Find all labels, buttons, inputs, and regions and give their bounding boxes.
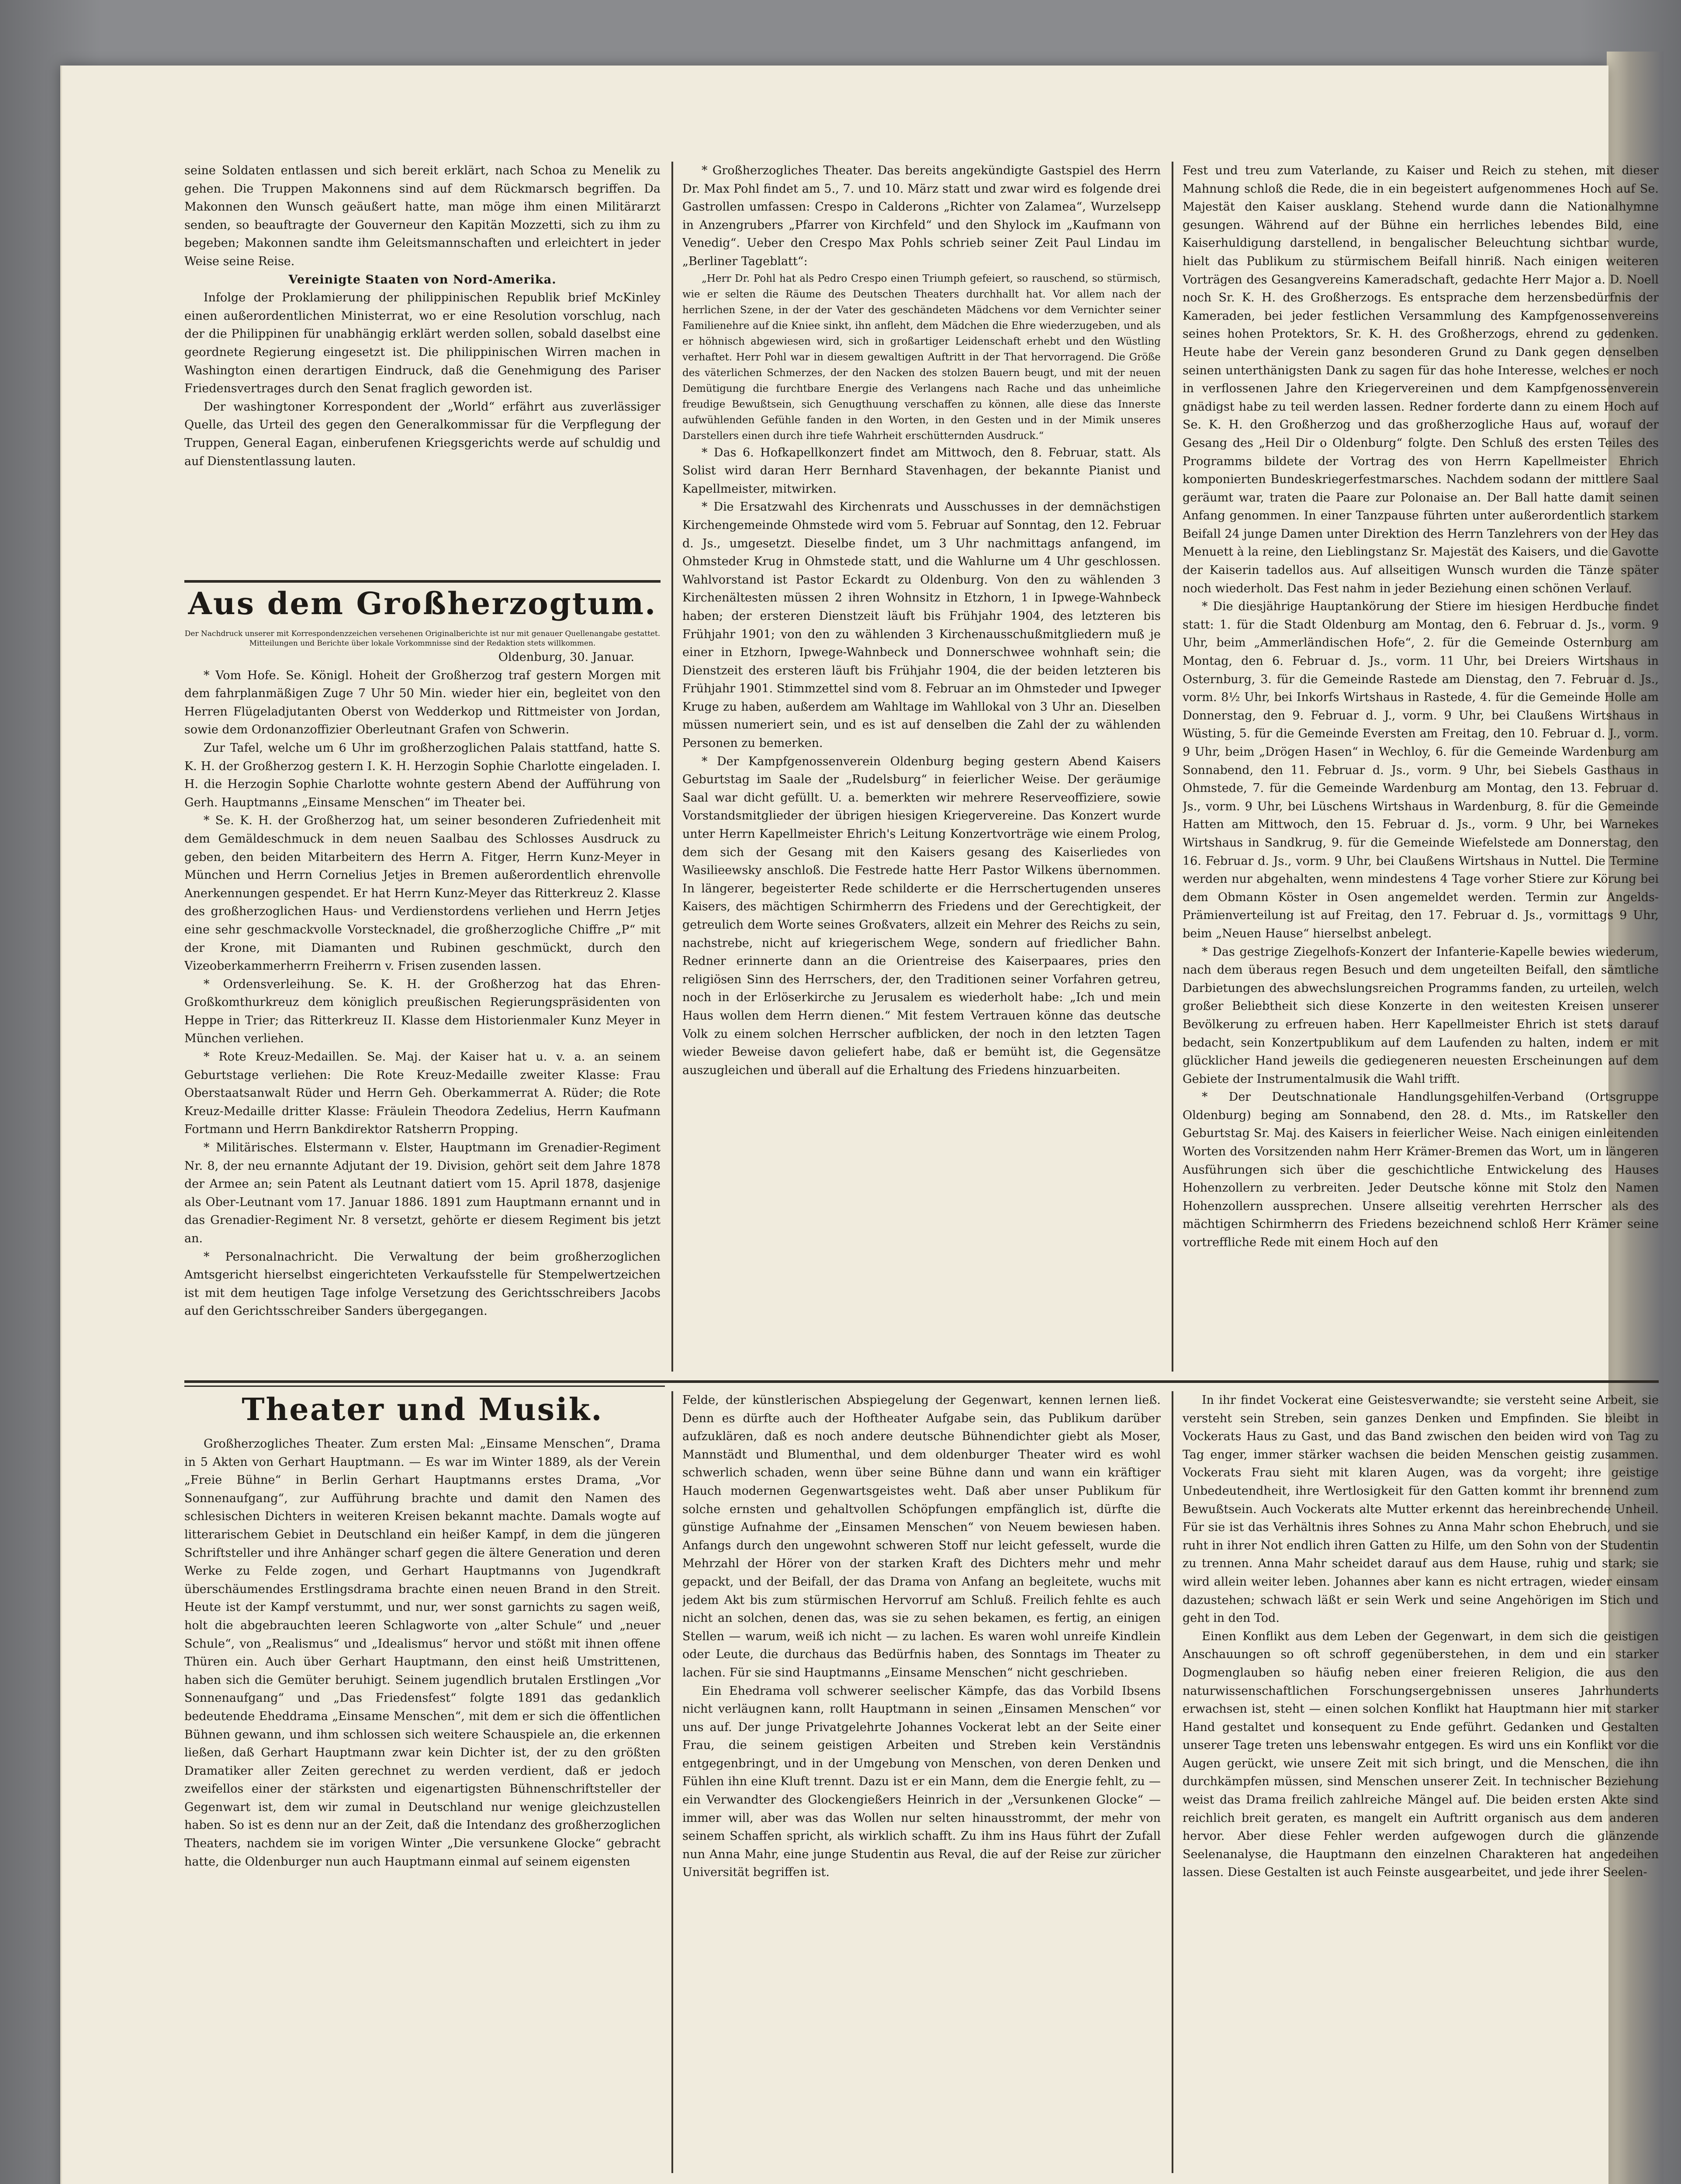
news-kampfgenossen: * Der Kampfgenossenverein Oldenburg beging gestern Abend Kaisers Geburtstag im Saale der „Rudelsburg“ in feierlicher Weise. Der geräumige Saal war dicht gefüllt. U. a. bemerkten wir mehrere Reserveoffiziere, sowie Vorstandsmitglieder der übrigen hiesigen Kriegervereine. Das Konzert wurde unter Herrn Kapellmeister Ehrich's Leitung Konzertvorträge wie einem Prolog, dem sich der Gesang mit den Kaisers gesang des Kaiserliedes von Wasilieewsky anschloß. Die Festrede hatte Herr Pastor Wilkens übernommen. In längerer, begeisterter Rede schilderte er die Herrschertugenden unseres Kaisers, des mächtigen Schirmherrn des Friedens und der Gerechtigkeit, der getreulich dem Worte seines Großvaters, allzeit ein Mehrer des Reichs zu sein, nachstrebe, nicht auf kriegerischem Wege, sondern auf friedlicher Bahn. Redner erinnerte dann an die Orientreise des Kaiserpaares, pries den religiösen Sinn des Herrschers, der, den Traditionen seiner Vorfahren getreu, noch in der Erlöserkirche zu Jerusalem es wiederholt habe: „Ich und mein Haus wollen dem Herrn dienen.“ Mit festem Vertrauen könne das deutsche Volk zu einem solchen Herrscher aufblicken, der noch in den letzten Tagen wieder Beweise davon geliefert habe, daß er bemüht ist, die Gegensätze auszugleichen und überall auf die Erhaltung des Friedens hinzuarbeiten. (682, 754, 1161, 1077)
usa-paragraph-1: Infolge der Proklamierung der philippinischen Republik brief McKinley einen außerordentlichen Ministerrat, wo er eine Resolution vorschlug, nach der die Philippinen für unabhängig erklärt werden sollen, sobald daselbst eine geordnete Regierung eingesetzt ist. Die philippinischen Wirren machen in Washington einen derartigen Eindruck, daß die Genehmigung des Pariser Friedensvertrages durch den Senat fraglich geworden ist. (184, 291, 661, 396)
theater-column-3 (1183, 1391, 1659, 2173)
section-rule (184, 580, 661, 583)
feuilleton-divider-2 (1172, 1391, 1173, 2173)
theater-review-part-2b: Ein Ehedrama voll schwerer seelischer Kämpfe, das das Vorbild Ibsens nicht verläugnen kann, rollt Hauptmann in seinen „Einsamen Menschen“ vor uns auf. Der junge Privatgelehrte Johannes Vockerat lebt an der Seite einer Frau, die seinem geistigen Arbeiten und Streben kein Verständnis entgegenbringt, und in der Umgebung von Menschen, von deren Denken und Fühlen ihn eine Kluft trennt. Dazu ist er ein Mann, dem die Energie fehlt, zu — ein Verwandter des Glockengießers Heinrich in der „Versunkenen Glocke“ — immer will, aber was das Wollen nur selten hinausstrommt, der mehr von seinem Schaffen spricht, als wirklich schafft. Zu ihm ins Haus führt der Zufall nun Anna Mahr, eine junge Studentin aus Reval, die auf der Reise zur züricher Universität begriffen ist. (682, 1684, 1161, 1880)
theater-column-1 (184, 1435, 661, 2173)
usa-paragraph-2: Der washingtoner Korrespondent der „World“ erfährt aus zuverlässiger Quelle, das Urteil des gegen den Generalkommissar für die Verpflegung der Truppen, General Eagan, einberufenen Kriegsgerichts werde auf schuldig und auf Dienstentlassung lauten. (184, 400, 661, 468)
theater-column-2 (682, 1391, 1161, 2173)
news-ersatzwahl: * Die Ersatzwahl des Kirchenrats und Ausschusses in der demnächstigen Kirchengemeinde Ohmstede wird vom 5. Februar auf Sonntag, den 12. Februar d. Js., umgesetzt. Dieselbe findet, um 3 Uhr nachmittags anfangend, im Ohmsteder Krug in Ohmstede statt, und die Wahlurne um 4 Uhr geschlossen. Wahlvorstand ist Pastor Eckardt zu Oldenburg. Von den zu wählenden 3 Kirchenältesten müssen 2 ihren Wohnsitz in Etzhorn, 1 in Ipwege-Wahnbeck haben; der ersteren Dienstzeit läuft bis Frühjahr 1904, des letzteren bis Frühjahr 1901; von den zu wählenden 3 Kirchenausschußmitgliedern muß je einer in Etzhorn, Ipwege-Wahnbeck und Donnerschwee wohnhaft sein; die Dienstzeit des ersteren läuft bis Frühjahr 1904, die der beiden letzteren bis Frühjahr 1901. Stimmzettel sind vom 8. Februar an im Ohmsteder und Ipweger Kruge zu haben, außerdem am Wahltage im Wahllokal von 3 Uhr an. Dieselben müssen numeriert sein, und es ist auf denselben die Zahl der zu wählenden Personen zu bemerken. (682, 500, 1161, 750)
news-personal: * Personalnachricht. Die Verwaltung der beim großherzoglichen Amtsgericht hierselbst eingerichteten Verkaufsstelle für Stempelwertzeichen ist mit dem heutigen Tage infolge Versetzung des Gerichtsschreibers Jacobs auf den Gerichtsschreiber Sanders übergegangen. (184, 1250, 661, 1318)
news-handlungsgehilfen: * Der Deutschnationale Handlungsgehilfen-Verband (Ortsgruppe Oldenburg) beging am Sonnabend, den 28. d. Mts., im Ratskeller den Geburtstag Sr. Maj. des Kaisers in feierlicher Weise. Nach einigen einleitenden Worten des Vorsitzenden nahm Herr Krämer-Bremen das Wort, um in längeren Ausführungen sich über die geschichtliche Entwickelung des Hauses Hohenzollern zu verbreiten. Jeder Deutsche könne mit Stolz den Namen Hohenzollern aussprechen. Unsere allseitig verehrten Herrscher als des mächtigen Schirmherrn des Friedens bezeichnend schloß Herr Krämer seine vortreffliche Rede mit einem Hoch auf den (1183, 1090, 1659, 1250)
news-tafel: Zur Tafel, welche um 6 Uhr im großherzoglichen Palais stattfand, hatte S. K. H. der Großherzog gestern I. K. H. Herzogin Sophie Charlotte eingeladen. I. H. die Herzogin Sophie Charlotte wohnte gestern Abend der Aufführung von Gerh. Hauptmanns „Einsame Menschen“ im Theater bei. (184, 741, 661, 809)
section-title-theater: Theater und Musik. (242, 1391, 603, 1427)
news-militaer: * Militärisches. Elstermann v. Elster, Hauptmann im Grenadier-Regiment Nr. 8, der neu ernannte Adjutant der 19. Division, gehört seit dem Jahre 1878 der Armee an; sein Patent als Leutnant datiert vom 15. April 1878, dasjenige als Ober-Leutnant vom 17. Januar 1886. 1891 zum Hauptmann ernannt und in das Grenadier-Regiment Nr. 8 versetzt, gehörte er diesem Regiment bis jetzt an. (184, 1141, 661, 1245)
news-stierkoerung: * Die diesjährige Hauptankörung der Stiere im hiesigen Herdbuche findet statt: 1. für die Stadt Oldenburg am Montag, den 6. Februar d. Js., vorm. 9 Uhr, beim „Ammerländischen Hofe“, 2. für die Gemeinde Osternburg am Montag, den 6. Februar d. Js., vorm. 11 Uhr, bei Dreiers Wirtshaus in Osternburg, 3. für die Gemeinde Rastede am Dienstag, den 7. Februar d. Js., vorm. 8½ Uhr, bei Inkorfs Wirtshaus in Rastede, 4. für die Gemeinde Holle am Donnerstag, den 9. Februar d. J., vorm. 9 Uhr, bei Claußens Wirtshaus in Wüsting, 5. für die Gemeinde Eversten am Freitag, den 10. Februar d. J., vorm. 9 Uhr, beim „Drögen Hasen“ in Wechloy, 6. für die Gemeinde Wardenburg am Sonnabend, den 11. Februar d. Js., vorm. 9 Uhr, bei Siebels Gasthaus in Ohmstede, 7. für die Gemeinde Wardenburg am Montag, den 13. Februar d. Js., vorm. 9 Uhr, bei Lüschens Wirtshaus in Wardenburg, 8. für die Gemeinde Hatten am Mittwoch, den 15. Februar d. Js., vorm. 9 Uhr, bei Warnekes Wirtshaus in Sandkrug, 9. für die Gemeinde Wiefelstede am Donnerstag, den 16. Februar d. Js., vorm. 9 Uhr, bei Claußens Wirtshaus in Nuttel. Die Termine werden nur abgehalten, wenn mindestens 4 Tage vorher Stiere zur Körung bei dem Obmann Köster in Osen angemeldet werden. Termin zur Angelds-Prämienverteilung ist auf Freitag, den 17. Februar d. Js., vormittags 9 Uhr, beim „Neuen Hause“ hierselbst anbelegt. (1183, 600, 1659, 940)
column-divider-1 (671, 162, 673, 1372)
news-ziegelhof-konzert: * Das gestrige Ziegelhofs-Konzert der Infanterie-Kapelle bewies wiederum, nach dem überaus regen Besuch und dem ungeteilten Beifall, den sämtliche Darbietungen des abwechslungsreichen Programms fanden, zu urteilen, welch großer Beliebtheit sich diese Konzerte in den weitesten Kreisen unserer Bevölkerung zu erfreuen haben. Herr Kapellmeister Ehrich ist stets darauf bedacht, sein Konzertpublikum auf dem Laufenden zu halten, indem er mit glücklicher Hand jeweils die gediegeneren neuesten Erscheinungen auf dem Gebiete der Instrumentalmusik die Wahl trifft. (1183, 945, 1659, 1086)
theater-review-part-1: Großherzogliches Theater. Zum ersten Mal: „Einsame Menschen“, Drama in 5 Akten von Gerhart Hauptmann. — Es war im Winter 1889, als der Verein „Freie Bühne“ in Berlin Gerhart Hauptmanns erstes Drama, „Vor Sonnenaufgang“, zur Aufführung brachte und damit den Namen des schlesischen Dichters in weiteren Kreisen bekannt machte. Damals wogte auf litterarischem Gebiet in Deutschland ein heißer Kampf, in dem die jüngeren Schriftsteller und ihre Anhänger scharf gegen die ältere Generation und deren Werke zu Felde zogen, und Gerhart Hauptmanns von Jugendkraft überschäumendes Erstlingsdrama brachte einen neuen Brand in den Streit. Heute ist der Kampf verstummt, und nur, wer sonst garnichts zu sagen weiß, holt die abgebrauchten leeren Schlagworte von „alter Schule“ und „neuer Schule“, von „Realismus“ und „Idealismus“ hervor und stößt mit ihnen offene Thüren ein. Auch über Gerhart Hauptmann, den einst heiß Umstrittenen, haben sich die Gemüter beruhigt. Seinem jugendlich brutalen Erstlingen „Vor Sonnenaufgang“ und „Das Friedensfest“ folgte 1891 das gedanklich bedeutende Eheddrama „Einsame Menschen“, mit dem er sich die öffentlichen Bühnen gewann, und ihm schlossen sich weitere Schauspiele an, die erkennen ließen, daß Gerhart Hauptmann zwar kein Dichter ist, der zu den größten Dramatiker aller Zeiten gerechnet zu werden verdient, daß er jedoch zweifellos einer der stärksten und eigenartigsten Bühnenschriftsteller der Gegenwart ist, dem wir zumal in Deutschland nur wenige gleichzustellen haben. So ist es denn nur an der Zeit, daß die Intendanz des großherzoglichen Theaters, nachdem sie im vorigen Winter „Die versunkene Glocke“ gebracht hatte, die Oldenburger nun auch Hauptmann einmal auf seinem eigensten (184, 1437, 661, 1869)
column-divider-2 (1172, 162, 1173, 1372)
article-intro: seine Soldaten entlassen und sich bereit erklärt, nach Schoa zu Menelik zu gehen. Die Truppen Makonnens sind auf dem Rückmarsch begriffen. Da Makonnen den Wunsch geäußert hatte, man möge ihm einen Militärarzt senden, so beauftragte der Gouverneur den Kapitän Mozzetti, sich zu ihm zu begeben; Makonnen sandte ihm Geleitsmannschaften und erleichtert in jeder Weise seine Reise. (184, 164, 661, 268)
feuilleton-divider-1 (671, 1391, 673, 2173)
feuilleton-rule (184, 1380, 1659, 1383)
feuilleton-rule-thin (184, 1386, 665, 1387)
theater-review-part-3b: Einen Konflikt aus dem Leben der Gegenwart, in dem sich die geistigen Anschauungen so oft schroff gegenüberstehen, in dem und ein starker Dogmenglauben so häufig neben einer freieren Religion, die aus den naturwissenschaftlichen Forschungsergebnissen unseres Jahrhunderts erwachsen ist, steht — einen solchen Konflikt hat Hauptmann hier mit starker Hand gestaltet und konsequent zu Ende geführt. Gedanken und Gestalten unserer Tage treten uns lebenswahr entgegen. Es wird uns ein Konflikt vor die Augen gerückt, wie unsere Zeit mit sich bringt, und die Menschen, die ihn durchkämpfen müssen, sind Menschen unserer Zeit. In technischer Beziehung weist das Drama freilich zahlreiche Mängel auf. Die beiden ersten Akte sind reichlich breit geraten, es mangelt ein Auftritt organisch aus dem anderen hervor. Aber diese Fehler werden aufgewogen durch die glänzende Seelenanalyse, die Hauptmann den einzelnen Charakteren hat angedeihen lassen. Diese Gestalten ist auch Feinste ausgearbeitet, und jede ihrer Seelen- (1183, 1629, 1659, 1880)
column-3 (1183, 162, 1659, 1367)
theater-review-part-3: In ihr findet Vockerat eine Geistesverwandte; sie versteht seine Arbeit, sie versteht sein Streben, sein ganzes Denken und Empfinden. Sie bleibt in Vockerats Haus zu Gast, und das Band zwischen den beiden wird von Tag zu Tag enger, immer stärker wachsen die beiden Menschen geistig zusammen. Vockerats Frau sieht mit klaren Augen, was da vorgeht; ihre geistige Unbedeutendheit, ihre Wertlosigkeit für den Gatten kommt ihr brennend zum Bewußtsein. Auch Vockerats alte Mutter erkennt das hereinbrechende Unheil. Für sie ist das Verhältnis ihres Sohnes zu Anna Mahr schon Ehebruch, und sie ruht in ihrer Not endlich ihren Gatten zu Hilfe, um den Sohn von der Studentin zu trennen. Anna Mahr scheidet darauf aus dem Hause, ruhig und stark; sie wird allein weiter leben. Johannes aber kann es nicht ertragen, wieder einsam dazustehen; schwach läßt er sein Werk und seine Angehörigen im Stich und geht in den Tod. (1183, 1393, 1659, 1625)
usa-heading: Vereinigte Staaten von Nord-Amerika. (288, 273, 557, 287)
news-hofe: * Vom Hofe. Se. Königl. Hoheit der Großherzog traf gestern Morgen mit dem fahrplanmäßigen Zuge 7 Uhr 50 Min. wieder hier ein, begleitet von den Herren Flügeladjutanten Oberst von Wedderkop und Rittmeister von Jordan, sowie dem Ordonanzoffizier Oberleutnant Grafen von Schwerin. (184, 668, 661, 737)
theater-review-part-2: Felde, der künstlerischen Abspiegelung der Gegenwart, kennen lernen ließ. Denn es dürfte auch der Hoftheater Aufgabe sein, das Publikum darüber aufzuklären, daß es noch andere deutsche Bühnendichter giebt als Moser, Mannstädt und Blumenthal, und dem oldenburger Theater wird es wohl schwerlich schaden, wenn über seine Bühne dann und wann ein kräftiger Hauch modernen Gegenwartsgeistes weht. Daß aber unser Publikum für solche ernsten und gehaltvollen Schöpfungen empfänglich ist, dürfte die günstige Aufnahme der „Einsamen Menschen“ von Neuem bewiesen haben. Anfangs durch den ungewohnt schweren Stoff nur leicht gefesselt, wurde die Mehrzahl der Hörer von der starken Kraft des Dichters mehr und mehr gepackt, und der Beifall, der das Drama von Anfang an begleitete, wuchs mit jedem Akt bis zum stürmischen Hervorruf am Schluß. Freilich fehlte es auch nicht an solchen, denen das, was sie zu sehen bekamen, es fertig, an einigen Stellen — warum, weiß ich nicht — zu lachen. Es waren wohl unreife Kindlein oder Leute, die durchaus das Bedürfnis haben, des Sonntags im Theater zu lachen. Für sie sind Hauptmanns „Einsame Menschen“ nicht geschrieben. (682, 1393, 1161, 1679)
dateline: Oldenburg, 30. Januar. (498, 650, 634, 664)
section-title-grossherzogtum: Aus dem Großherzogtum. (188, 585, 657, 622)
news-theater: * Großherzogliches Theater. Das bereits angekündigte Gastspiel des Herrn Dr. Max Pohl findet am 5., 7. und 10. März statt und zwar wird es folgende drei Gastrollen umfassen: Crespo in Calderons „Richter von Zalamea“, Wurzelsepp in Anzengrubers „Pfarrer von Kirchfeld“ und den Shylock im „Kaufmann von Venedig“. Ueber den Crespo Max Pohls schrieb seiner Zeit Paul Lindau im „Berliner Tageblatt“: (682, 164, 1161, 268)
reprint-notice: Der Nachdruck unserer mit Korrespondenzzeichen versehenen Originalberichte ist nur mit genauer Quellenangabe gestattet. Mitteilungen und Berichte über lokale Vorkommnisse sind der Redaktion stets willkommen. (184, 629, 661, 648)
news-hofkapelle: * Das 6. Hofkapellkonzert findet am Mittwoch, den 8. Februar, statt. Als Solist wird daran Herr Bernhard Stavenhagen, der bekannte Pianist und Kapellmeister, mitwirken. (682, 446, 1161, 496)
column-2 (682, 162, 1161, 1367)
news-orden: * Ordensverleihung. Se. K. H. der Großherzog hat das Ehren-Großkomthurkreuz dem königlich preußischen Regierungspräsidenten von Heppe in Trier; das Ritterkreuz II. Klasse dem Historienmaler Kunz Meyer in München verliehen. (184, 977, 661, 1046)
column-1-local (184, 629, 661, 1363)
kampfgenossen-continued: Fest und treu zum Vaterlande, zu Kaiser und Reich zu stehen, mit dieser Mahnung schloß die Rede, die in ein begeistert aufgenommenes Hoch auf Se. Majestät den Kaiser ausklang. Stehend wurde dann die Nationalhymne gesungen. Während auf der Bühne ein herrliches lebendes Bild, eine Kaiserhuldigung darstellend, in bengalischer Beleuchtung sichtbar wurde, hielt das Publikum zu stürmischem Beifall hinriß. Nach einigen weiteren Vorträgen des Gesangvereins Kameradschaft, gedachte Herr Major a. D. Noell noch Sr. K. H. des Großherzogs. Es entsprache dem herzensbedürfnis der Kameraden, bei jeder festlichen Versammlung des Kampfgenossenvereins seines hohen Protektors, Sr. K. H. des Großherzogs, ehrend zu gedenken. Heute habe der Verein ganz besonderen Grund zu Dank gegen denselben seinen unterthänigsten Dank zu sagen für das hohe Interesse, welches er noch in verflossenen Jahre den Kriegervereinen und dem Kampfgenossenverein gnädigst habe zu teil werden lassen. Redner forderte dann zu einem Hoch auf Se. K. H. den Großherzog und das großherzogliche Haus auf, worauf der Gesang des „Heil Dir o Oldenburg“ folgte. Den Schluß des ersten Teiles des Programms bildete der Vortrag des von Herrn Kapellmeister Ehrich komponierten Bundeskriegerfestmarsches. Nachdem sodann der mittlere Saal geräumt war, traten die Paare zur Polonaise an. Der Ball hatte damit seinen Anfang genommen. In einer Tanzpause führten unter außerordentlich starkem Beifall 24 junge Damen unter Direktion des Herrn Tanzlehrers von der Hey das Menuett à la reine, den Lieblingstanz Sr. Majestät des Kaisers, und die Gavotte der Kaiserin tadellos aus. Auf allseitigen Wunsch wurden die Tänze später noch wiederholt. Das Fest nahm in jeder Beziehung einen schönen Verlauf. (1183, 164, 1659, 595)
newspaper-page (60, 66, 1659, 2184)
news-grossherzog: * Se. K. H. der Großherzog hat, um seiner besonderen Zufriedenheit mit dem Gemäldeschmuck in dem neuen Saalbau des Schlosses Ausdruck zu geben, den beiden Mitarbeitern des Herrn A. Fitger, Herrn Kunz-Meyer in München und Herrn Cornelius Jetjes in Bremen außerordentlich ehrenvolle Anerkennungen gespendet. Er hat Herrn Kunz-Meyer das Ritterkreuz 2. Klasse des großherzoglichen Haus- und Verdienstordens verliehen und Herrn Jetjes eine sehr geschmackvolle Vorstecknadel, die großherzogliche Chiffre „P“ mit der Krone, mit Diamanten und Rubinen geschmückt, durch den Vizeoberkammerherrn Freiherrn v. Frisen zusenden lassen. (184, 814, 661, 973)
news-rotes-kreuz: * Rote Kreuz-Medaillen. Se. Maj. der Kaiser hat u. v. a. an seinem Geburtstage verliehen: Die Rote Kreuz-Medaille zweiter Klasse: Frau Oberstaatsanwalt Rüder und Herrn Geh. Oberkammerrat A. Rüder; die Rote Kreuz-Medaille dritter Klasse: Fräulein Theodora Zedelius, Herrn Kaufmann Fortmann und Herrn Bankdirektor Ratsherrn Propping. (184, 1050, 661, 1137)
theater-quote: „Herr Dr. Pohl hat als Pedro Crespo einen Triumph gefeiert, so rauschend, so stürmisch, wie er selten die Räume des Deutschen Theaters durchhallt hat. Vor allem nach der herrlichen Szene, in der der Vater des geschändeten Mädchens vor dem Vernichter seiner Familienehre auf die Kniee sinkt, ihn anfleht, dem Mädchen die Ehre wiederzugeben, und als er höhnisch abgewiesen wird, sich in großartiger Leidenschaft erhebt und den Wüstling verhaftet. Herr Pohl war in diesem gewaltigen Auftritt in der That hervorragend. Die Größe des väterlichen Schmerzes, der den Nacken des stolzen Bauern beugt, und mit der neuen Demütigung die furchtbare Energie des Verlangens nach Rache und das unheimliche freudige Bewußtsein, sich Genugthuung verschaffen zu können, alle diese das Innerste aufwühlenden Gefühle fanden in den Worten, in den Gesten und in der Mimik unseres Darstellers einen durch ihre tiefe Wahrheit erschütternden Ausdruck.“ (682, 273, 1161, 442)
